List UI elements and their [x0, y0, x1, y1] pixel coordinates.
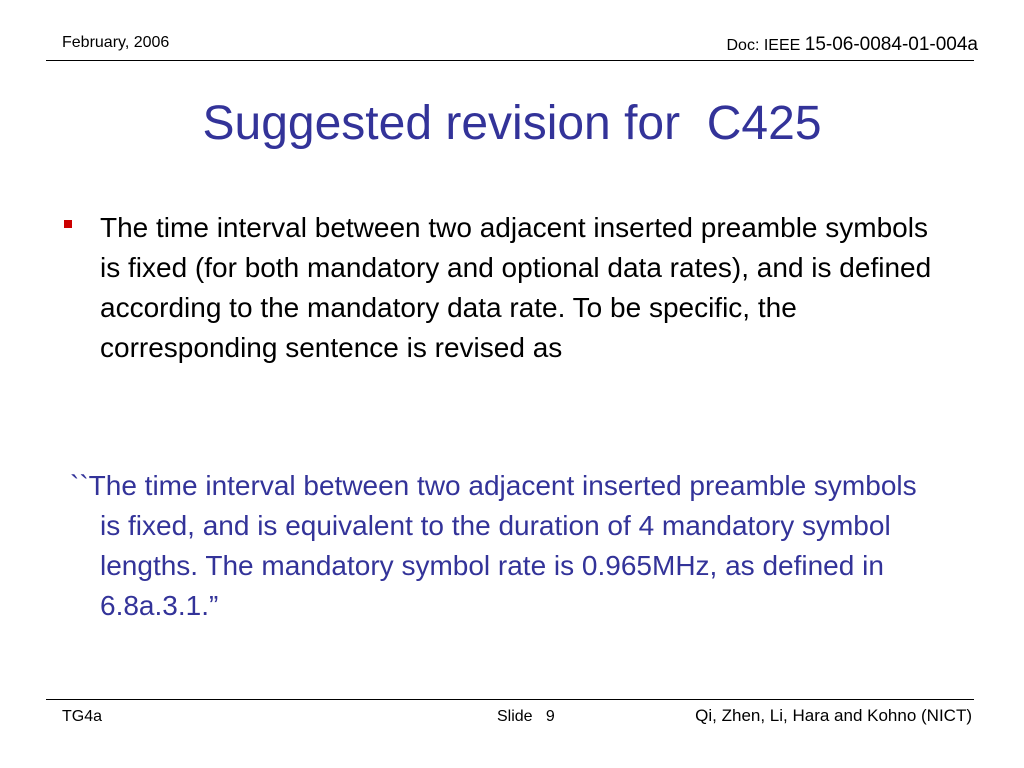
doc-number: 15-06-0084-01-004a [804, 34, 978, 55]
bullet-item [64, 208, 944, 368]
header-date: February, 2006 [62, 34, 170, 51]
footer-divider [46, 699, 974, 700]
footer-authors: Qi, Zhen, Li, Hara and Kohno (NICT) [695, 706, 972, 725]
bullet-text: The time interval between two adjacent inserted preamble symbols is fixed (for both mandatory and optional data rates), and is defined according to the mandatory data rate. To be specific, the corresponding sentence is revised as [100, 212, 932, 363]
slide-label: Slide [497, 708, 533, 725]
header-doc-id [727, 34, 979, 56]
doc-prefix: Doc: IEEE [726, 37, 805, 54]
bullet-square-icon [64, 220, 72, 228]
slide-number: 9 [545, 708, 555, 725]
header-divider [46, 60, 974, 61]
footer-group: TG4a [62, 708, 103, 725]
footer-slide-number [497, 708, 555, 726]
revised-sentence-quote: ``The time interval between two adjacent inserted preamble symbols is fixed, and is equivalent to the duration of 4 mandatory symbol lengths. The mandatory symbol rate is 0.965MHz, as defined in 6.8a.3.1.” [70, 470, 917, 621]
slide-title: Suggested revision for C425 [202, 97, 822, 150]
